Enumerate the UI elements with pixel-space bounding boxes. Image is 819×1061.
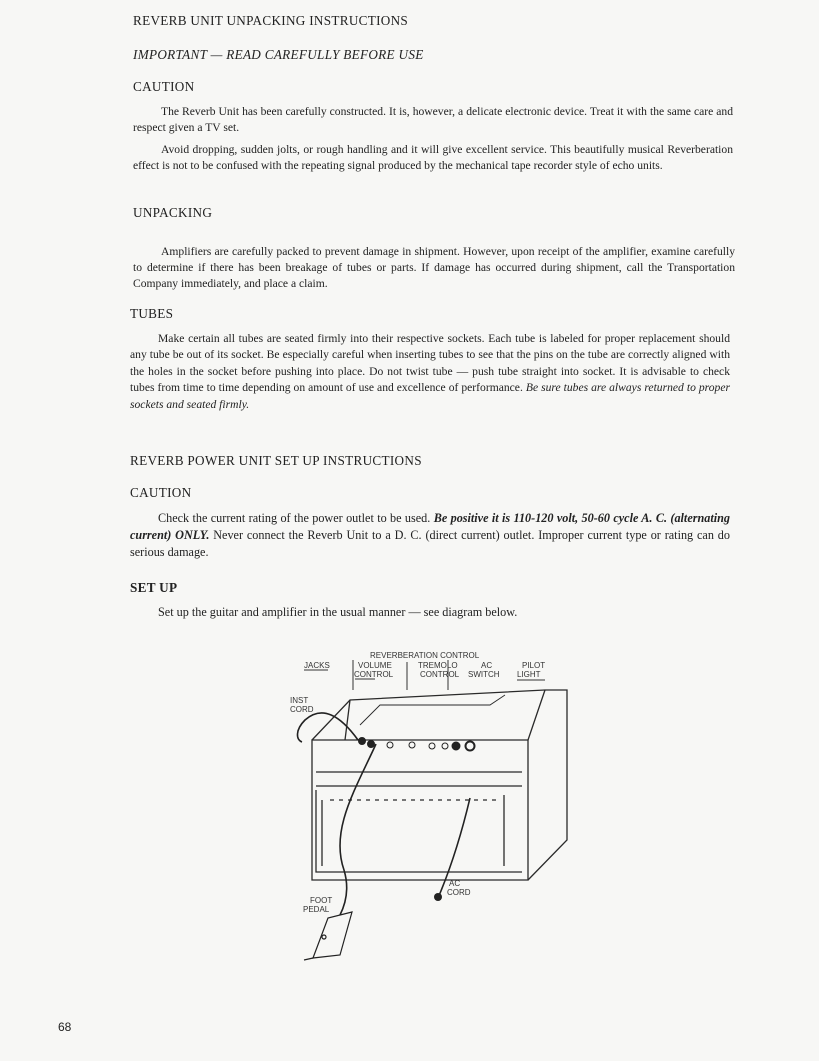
- amplifier-cabinet: [312, 690, 567, 880]
- page-title: REVERB UNIT UNPACKING INSTRUCTIONS: [133, 13, 409, 28]
- caution-paragraph-1: The Reverb Unit has been carefully constructed. It is, however, a delicate electronic device. Treat it with the same care and respect given a TV set.: [133, 105, 733, 135]
- tremolo-knob: [429, 743, 435, 749]
- foot-pedal-cord: [340, 744, 376, 915]
- foot-pedal: [304, 912, 352, 960]
- tremolo-rate-knob: [442, 743, 448, 749]
- reverb-knob: [409, 742, 415, 748]
- label-tremolo-1: TREMOLO: [418, 661, 458, 670]
- unpacking-heading: UNPACKING: [133, 205, 213, 220]
- caution-2-text-a: Check the current rating of the power outlet to be used.: [158, 511, 431, 525]
- label-foot-pedal-1: FOOT: [310, 896, 333, 905]
- unpacking-paragraph: Amplifiers are carefully packed to prevent damage in shipment. However, upon receipt of the amplifier, examine carefully to determine if there has been breakage of tubes or parts. If damage has occurred during shipment, call the Transportation Company immediately, and place a claim.: [133, 245, 735, 290]
- label-reverb-control: REVERBERATION CONTROL: [370, 651, 480, 660]
- page-number: 68: [58, 1020, 72, 1034]
- label-pilot-2: LIGHT: [517, 670, 541, 679]
- tubes-heading: TUBES: [130, 306, 174, 321]
- volume-knob: [387, 742, 393, 748]
- label-inst-cord-1: INST: [290, 696, 309, 705]
- caution-2-italic-text: Be positive it is 110-120 volt, 50-60 cycle A. C. (alternating current) ONLY.: [130, 511, 730, 542]
- setup-paragraph: Set up the guitar and amplifier in the usual manner — see diagram below.: [158, 605, 518, 619]
- jack-2: [368, 741, 375, 748]
- power-setup-heading: REVERB POWER UNIT SET UP INSTRUCTIONS: [130, 453, 422, 468]
- caution-2-heading: CAUTION: [130, 485, 192, 500]
- tubes-text: Make certain all tubes are seated firmly into their respective sockets. Each tube is labeled for proper replacement should any tube be out of its socket. Be especially careful when inserting tubes to see that the pins on the tube are correctly aligned with the holes in the socket before pushing into place. Do not twist tube — push tube straight into socket. It is advisable to check tubes from time to time depending on amount of use and excellence of performance.: [130, 332, 730, 395]
- important-notice: IMPORTANT — READ CAREFULLY BEFORE USE: [133, 47, 424, 62]
- caution-heading: CAUTION: [133, 79, 195, 94]
- label-pilot-1: PILOT: [522, 661, 546, 670]
- diagram-labels: [290, 651, 545, 914]
- tubes-italic-text: Be sure tubes are always returned to proper sockets and seated firmly.: [130, 381, 730, 411]
- label-volume-1: VOLUME: [358, 661, 392, 670]
- label-foot-pedal-2: PEDAL: [303, 905, 330, 914]
- pilot-light: [466, 742, 475, 751]
- label-ac-switch-2: SWITCH: [468, 670, 500, 679]
- ac-plug: [434, 893, 442, 901]
- label-jacks: JACKS: [304, 661, 330, 670]
- label-ac-cord-2: CORD: [447, 888, 471, 897]
- instrument-cord: [297, 713, 358, 742]
- label-tremolo-2: CONTROL: [420, 670, 460, 679]
- setup-heading: SET UP: [130, 580, 178, 595]
- label-inst-cord-2: CORD: [290, 705, 314, 714]
- caution-2-text-c: Never connect the Reverb Unit to a D. C. (direct current) outlet. Improper current type or rating can do serious damage.: [130, 528, 730, 559]
- caution-paragraph-2: Avoid dropping, sudden jolts, or rough handling and it will give excellent service. This beautifully musical Reverberation effect is not to be confused with the repeating signal produced by the mechanical tape recorder style of echo units.: [133, 143, 733, 173]
- ac-switch-knob: [452, 742, 460, 750]
- label-volume-2: CONTROL: [354, 670, 394, 679]
- label-ac-cord-1: AC: [449, 879, 461, 888]
- label-ac-switch-1: AC: [481, 661, 493, 670]
- jack-1: [359, 738, 366, 745]
